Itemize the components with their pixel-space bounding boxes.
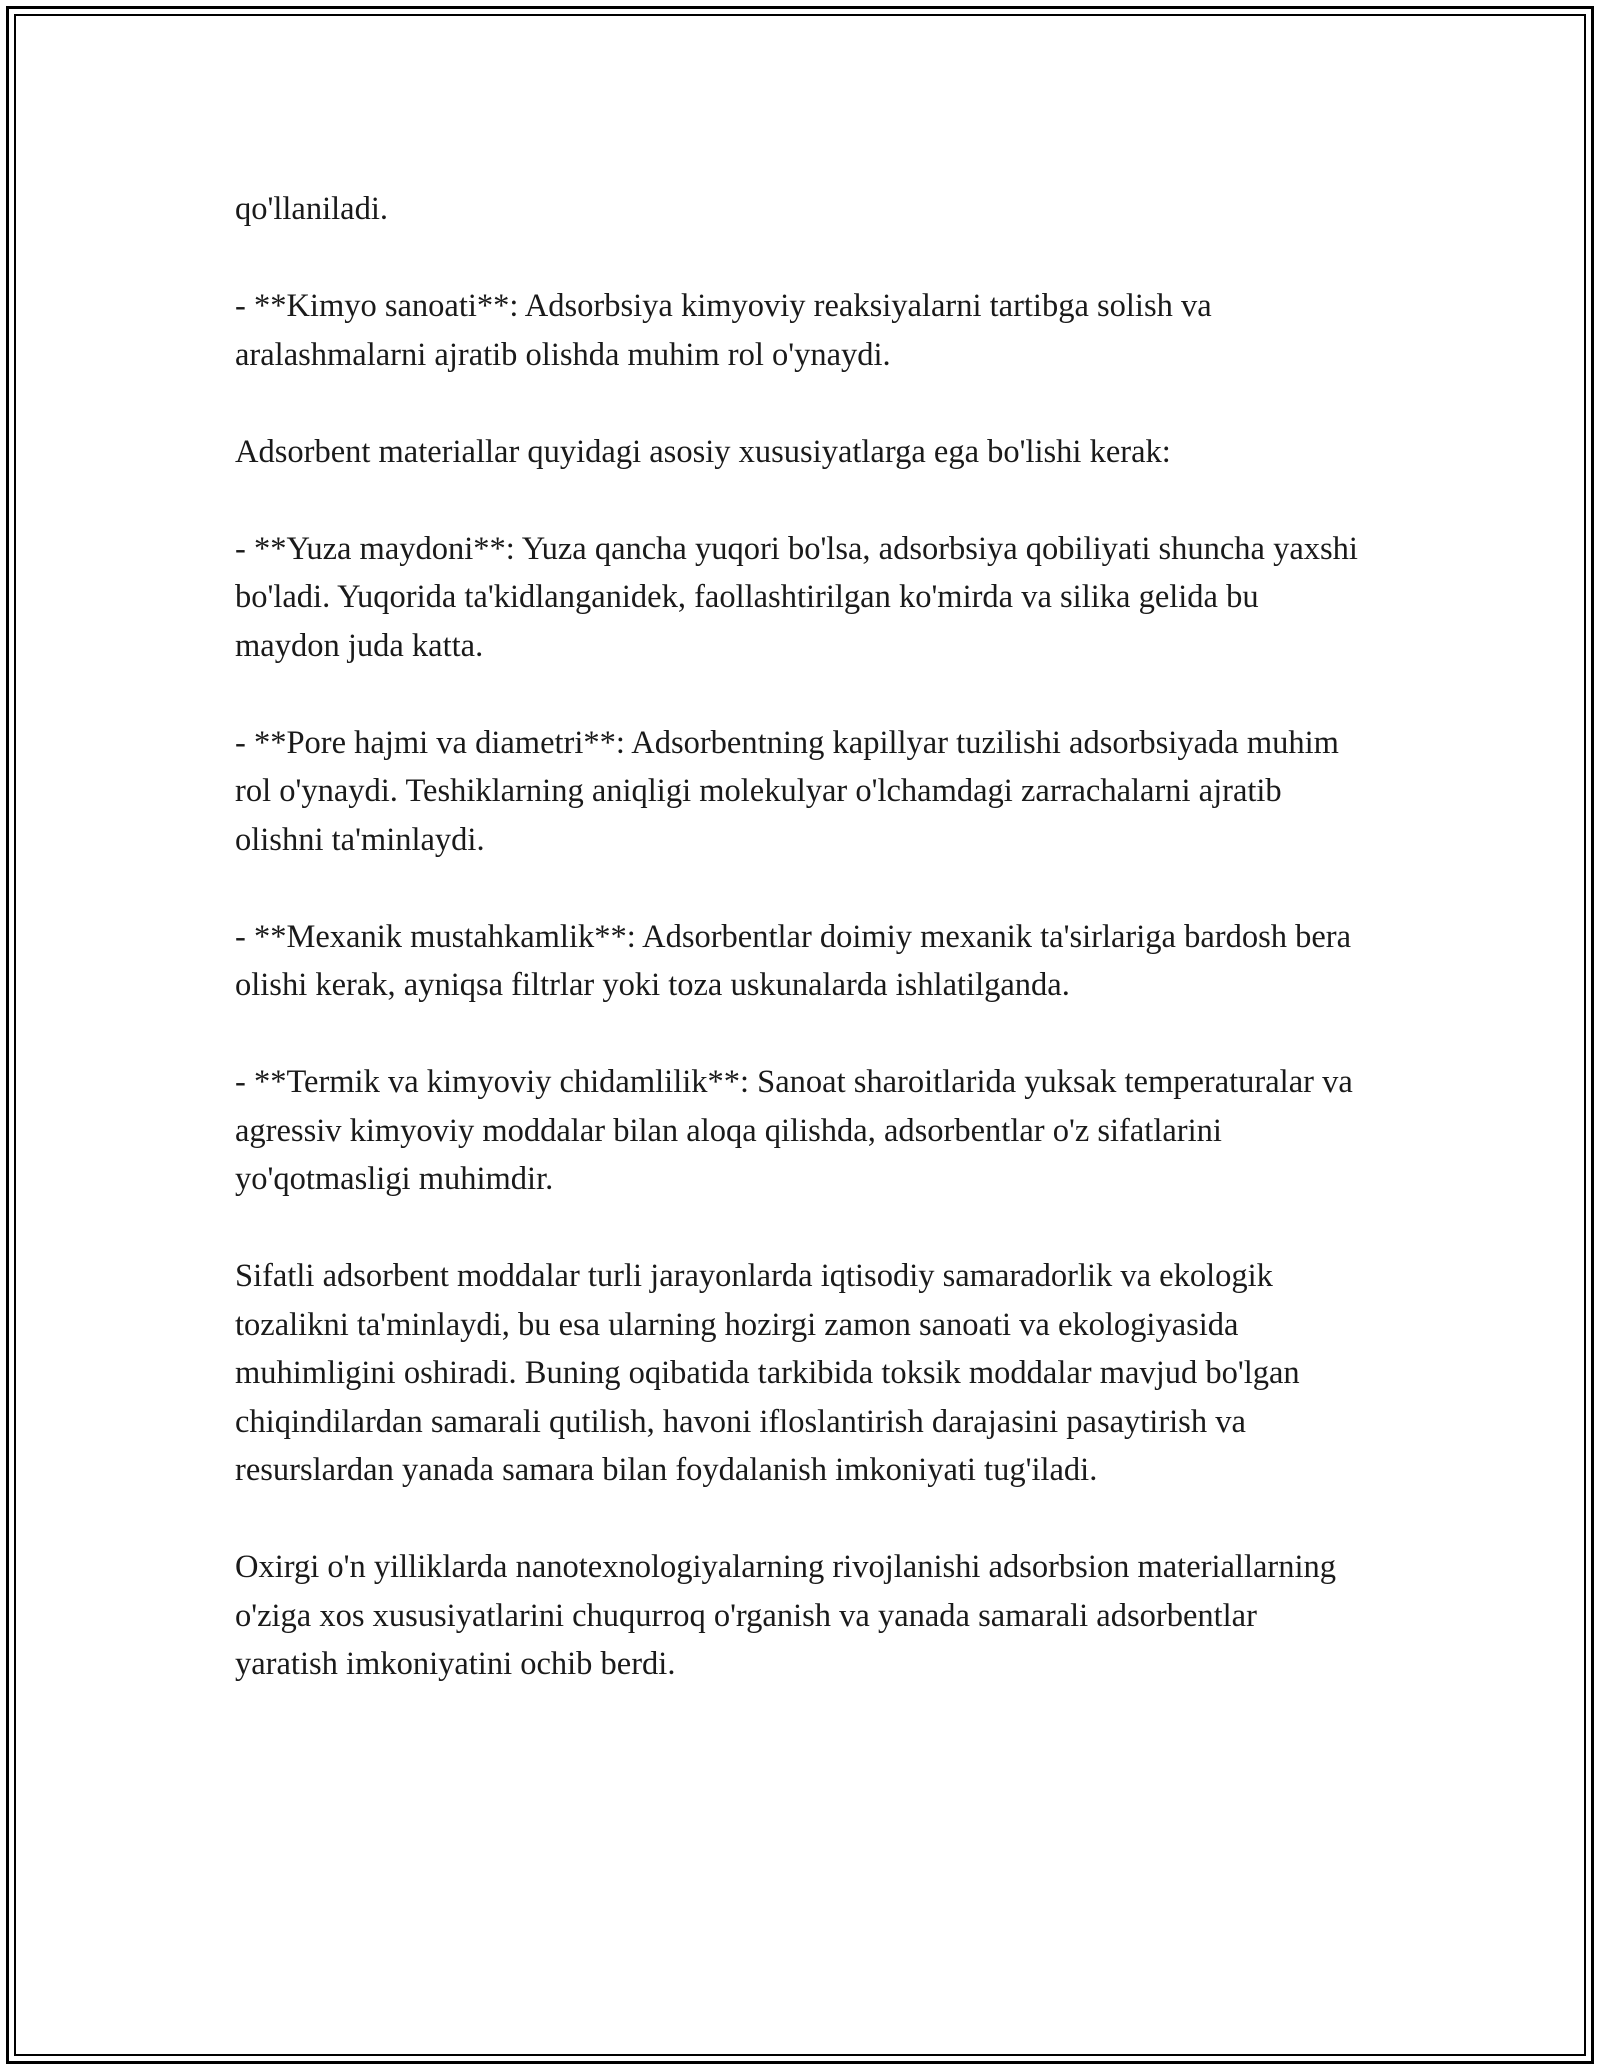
paragraph-mexanik-mustahkamlik: - **Mexanik mustahkamlik**: Adsorbentlar doimiy mexanik ta'sirlariga bardosh bera olishi kerak, ayniqsa filtrlar yoki toza uskunalarda ishlatilganda.: [235, 918, 1352, 1003]
paragraph-pore-hajmi: - **Pore hajmi va diametri**: Adsorbentning kapillyar tuzilishi adsorbsiyada muhim rol o'ynaydi. Teshiklarning aniqligi molekulyar o'lchamdagi zarrachalarni ajratib olishni ta'minlaydi.: [235, 724, 1339, 858]
paragraph-sifatli-adsorbent: Sifatli adsorbent moddalar turli jarayonlarda iqtisodiy samaradorlik va ekologik tozalikni ta'minlaydi, bu esa ularning hozirgi zamon sanoati va ekologiyasida muhimligini oshiradi. Buning oqibatida tarkibida toksik moddalar mavjud bo'lgan chiqindilardan samarali qutilish, havoni ifloslantirish darajasini pasaytirish va resurslardan yanada samara bilan foydalanish imkoniyati tug'iladi.: [235, 1258, 1300, 1488]
paragraph-continuation: qo'llaniladi.: [235, 191, 388, 227]
paragraph-termik-chidamlilik: - **Termik va kimyoviy chidamlilik**: Sanoat sharoitlarida yuksak temperaturalar va agressiv kimyoviy moddalar bilan aloqa qilishda, adsorbentlar o'z sifatlarini yo'qotmasligi muhimdir.: [235, 1064, 1353, 1197]
paragraph-adsorbent-properties-intro: Adsorbent materiallar quyidagi asosiy xususiyatlarga ega bo'lishi kerak:: [235, 433, 1171, 470]
paragraph-nanotexnologiya: Oxirgi o'n yilliklarda nanotexnologiyalarning rivojlanishi adsorbsion materiallarning o'ziga xos xususiyatlarini chuqurroq o'rganish va yanada samarali adsorbentlar yaratish imkoniyatini ochib berdi.: [235, 1549, 1337, 1682]
paragraph-kimyo-sanoati: - **Kimyo sanoati**: Adsorbsiya kimyoviy reaksiyalarni tartibga solish va aralashmalarni ajratib olishda muhim rol o'ynaydi.: [235, 288, 1212, 373]
paragraph-yuza-maydoni: - **Yuza maydoni**: Yuza qancha yuqori bo'lsa, adsorbsiya qobiliyati shuncha yaxshi bo'ladi. Yuqorida ta'kidlanganidek, faollashtirilgan ko'mirda va silika gelida bu maydon juda katta.: [235, 530, 1358, 664]
document-body: [235, 185, 1365, 1737]
